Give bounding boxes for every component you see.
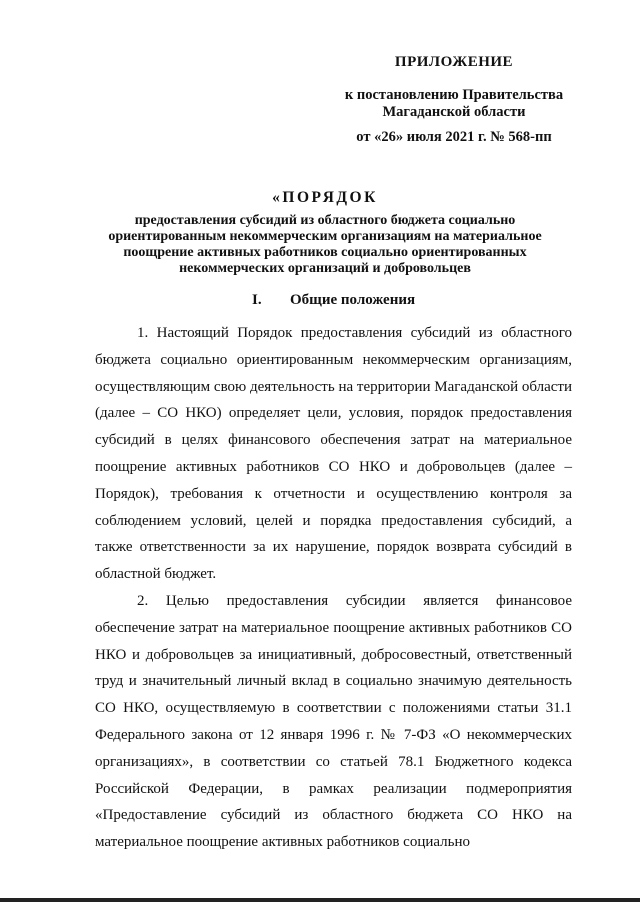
- bottom-divider: [0, 898, 640, 902]
- paragraph-2: 2. Целью предоставления субсидии является финансовое обеспечение затрат на материальное поощрение активных работников СО НКО и добровольцев за инициативный, добросовестный, ответственный труд и значительный личный вклад в социально значимую деятельность СО НКО, осуществляемую в соответствии с положениями статьи 31.1 Федерального закона от 12 января 1996 г. № 7-ФЗ «О некоммерческих организациях», в соответствии со статьей 78.1 Бюджетного кодекса Российской Федерации, в рамках реализации подмероприятия «Предоставление субсидий из областного бюджета СО НКО на материальное поощрение активных работников социально: [95, 592, 572, 851]
- paragraph-1: 1. Настоящий Порядок предоставления субсидий из областного бюджета социально ориентированным некоммерческим организациям, осуществляющим свою деятельность на территории Магаданской области (далее – СО НКО) определяет цели, условия, порядок предоставления субсидий в целях финансового обеспечения затрат на материальное поощрение активных работников СО НКО и добровольцев (далее – Порядок), требования к отчетности и осуществлению контроля за соблюдением условий, целей и порядка предоставления субсидий, а также ответственности за их нарушение, порядок возврата субсидий в областной бюджет.: [95, 325, 573, 583]
- section-title: Общие положения: [290, 292, 416, 308]
- order-subtitle: предоставления субсидий из областного бюджета социально ориентированным некоммерческим организациям на материальное поощрение активных работников социально ориентированных некоммерческих организаций и добровольцев: [108, 213, 542, 276]
- order-title: «ПОРЯДОК: [272, 189, 378, 206]
- appendix-reference: к постановлению Правительства Магаданской области: [344, 87, 564, 120]
- appendix-date-number: от «26» июля 2021 г. № 568-пп: [356, 129, 552, 145]
- section-number: I.: [252, 292, 262, 308]
- appendix-title: ПРИЛОЖЕНИЕ: [394, 54, 514, 70]
- document-body: [95, 320, 572, 856]
